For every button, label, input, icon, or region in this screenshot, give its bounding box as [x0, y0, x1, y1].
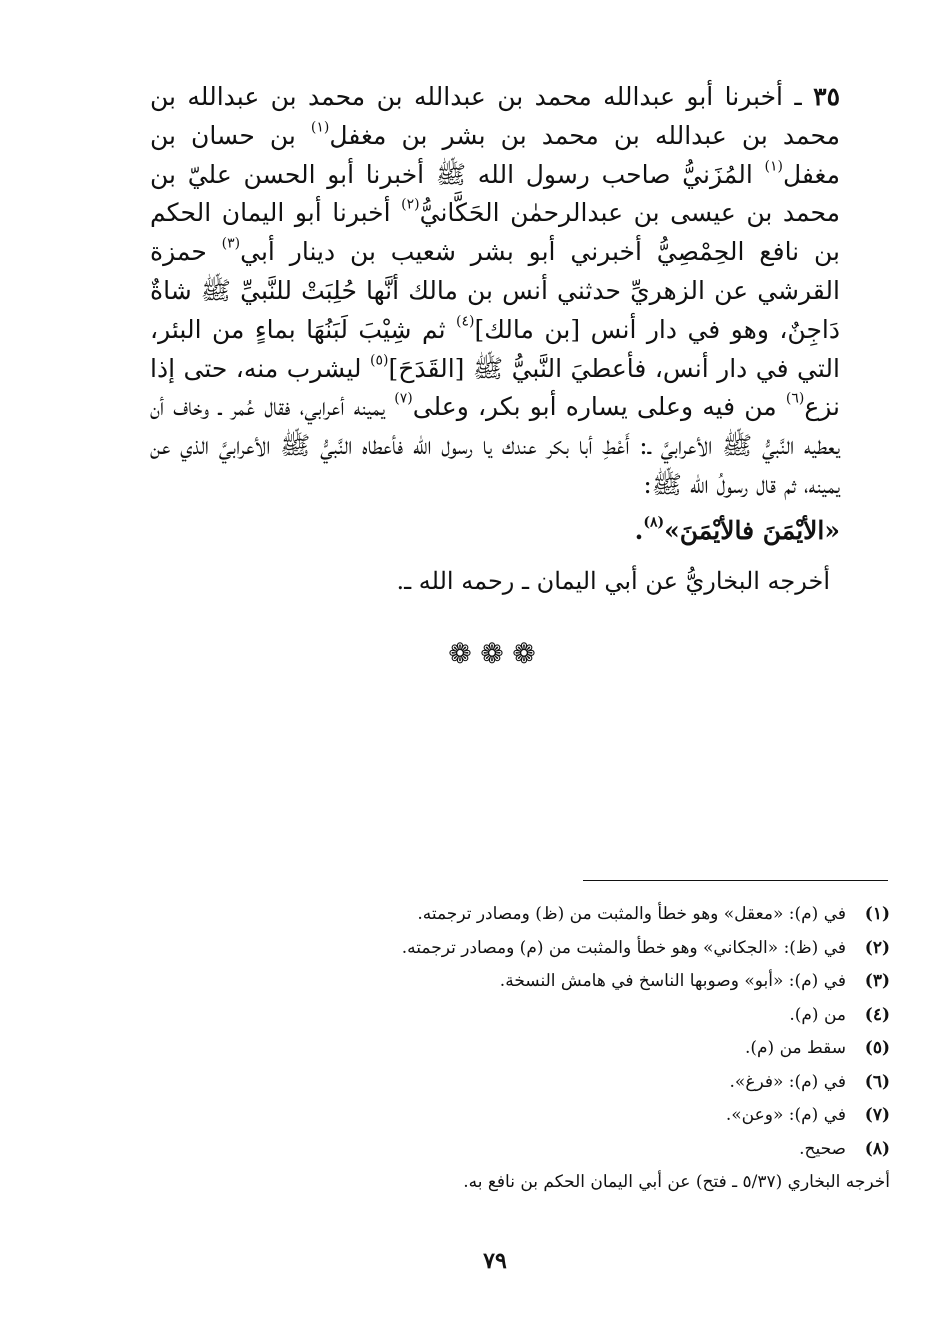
footnote-item	[150, 1066, 890, 1100]
page-number: ٧٩	[483, 1248, 507, 1274]
footnotes	[150, 898, 890, 1200]
footnote-marker: (٧)	[864, 1105, 890, 1125]
ornament-icon: ❁	[448, 636, 478, 670]
saying-text: «الأيْمَنَ فالأيْمَنَ»	[664, 515, 840, 545]
hadith-text: ليشرب منه، حتى إذا نزع	[150, 353, 840, 422]
footnote-divider	[583, 880, 888, 881]
hadith-paragraph	[150, 78, 840, 505]
ornament-icon: ❁	[480, 636, 510, 670]
footnote-marker: (٤)	[864, 1004, 890, 1025]
hadith-text: من فيه وعلى يساره أبو بكر، وعلى	[412, 392, 786, 422]
footnote-marker: (٦)	[864, 1071, 890, 1092]
footnote-item	[150, 898, 890, 932]
hadith-number: ٣٥	[813, 82, 840, 111]
footnote-marker: (١)	[864, 904, 890, 924]
hadith-text: ـ أخبرنا أبو عبدالله محمد بن عبدالله بن محمد بن عبدالله بن محمد بن عبدالله بن محمد بن بشر بن مغفل	[150, 82, 840, 150]
book-page	[150, 78, 890, 1278]
hadith-text: ثم شِيْبَ لَبَنُهَا بماءٍ من البئر، التي في دار أنس، فأعطيَ النَّبيُّ ﷺ [القَدَحَ]	[150, 314, 840, 383]
footnote-text: في (م): «أبو» وصوبها الناسخ في هامش النسخة.	[499, 971, 846, 991]
hadith-text: حمزة القرشي عن الزهريِّ حدثني أنس بن مالك أنَّها حُلِبَتْ للنَّبيِّ ﷺ شاةٌ دَاجِنٌ، وهو في دار أنس [بن مالك]	[150, 237, 840, 344]
footnote-text: في (م): «معقل» وهو خطأ والمثبت من (ظ) ومصادر ترجمته.	[417, 904, 846, 924]
footnote-ref-1[interactable]: (١)	[310, 119, 330, 136]
footnote-text: من (م).	[789, 1004, 846, 1025]
footnote-ref-6[interactable]: (٦)	[785, 390, 805, 407]
footnote-ref-4[interactable]: (٤)	[456, 313, 475, 330]
footnote-text: في (ظ): «الجكاني» وهو خطأ والمثبت من (م) ومصادر ترجمته.	[401, 937, 846, 958]
hadith-body	[150, 78, 840, 601]
section-ornaments	[150, 637, 840, 670]
prophetic-saying	[150, 511, 840, 551]
footnote-continuation: أخرجه البخاري (٥/٣٧ ـ فتح) عن أبي اليمان الحكم بن نافع به.	[463, 1172, 890, 1192]
footnote-ref-7[interactable]: (٧)	[394, 390, 413, 407]
hadith-text: بن حسان بن مغفل	[150, 120, 840, 189]
footnote-item	[150, 999, 890, 1033]
footnote-marker: (٥)	[864, 1038, 890, 1058]
hadith-text: المُزَنيُّ صاحب رسول الله ﷺ أخبرنا أبو الحسن عليّ بن محمد بن عيسى بن عبدالرحمٰن الحَكَّانيُّ	[150, 159, 840, 228]
footnote-marker: (٣)	[864, 971, 890, 991]
footnote-item	[150, 1032, 890, 1066]
footnote-item	[150, 1133, 890, 1167]
footnote-ref-8[interactable]: (٨)	[643, 514, 665, 531]
hadith-text: أخبرنا أبو اليمان الحكم بن نافع الحِمْصِيُّ أخبرني أبو بشر شعيب بن دينار أبي	[150, 198, 840, 267]
footnote-item	[150, 965, 890, 999]
footnote-item	[150, 1099, 890, 1133]
footnote-text: في (م): «فرغ».	[729, 1071, 846, 1092]
footnote-ref-5[interactable]: (٥)	[369, 351, 389, 368]
footnote-marker: (٨)	[864, 1138, 890, 1159]
footnote-ref-2[interactable]: (٢)	[401, 196, 420, 213]
footnote-item	[150, 932, 890, 966]
footnote-ref-3[interactable]: (٣)	[221, 235, 241, 252]
takhrij-line: أخرجه البخاريُّ عن أبي اليمان ـ رحمه الله ـ.	[396, 566, 830, 595]
footnote-text: صحيح.	[799, 1138, 846, 1159]
footnote-marker: (٢)	[864, 937, 890, 958]
ornament-icon: ❁	[512, 636, 542, 670]
footnote-ref-1b[interactable]: (١)	[764, 158, 783, 174]
footnote-text: في (م): «وعن».	[725, 1105, 846, 1125]
saying-end: .	[634, 515, 644, 545]
hadith-text: يمينه أعرابي، فقال عُمر ـ وخاف أن يعطيه النَّبيُّ ﷺ الأعرابيَّ ـ: أَعْطِ أبا بكر عندك يا رسول الله فأعطاه النَّبيُّ ﷺ الأعرابيَّ الذي عن يمينه، ثم قال رسولُ الله ﷺ:	[150, 392, 840, 499]
footnote-text: سقط من (م).	[744, 1038, 846, 1058]
